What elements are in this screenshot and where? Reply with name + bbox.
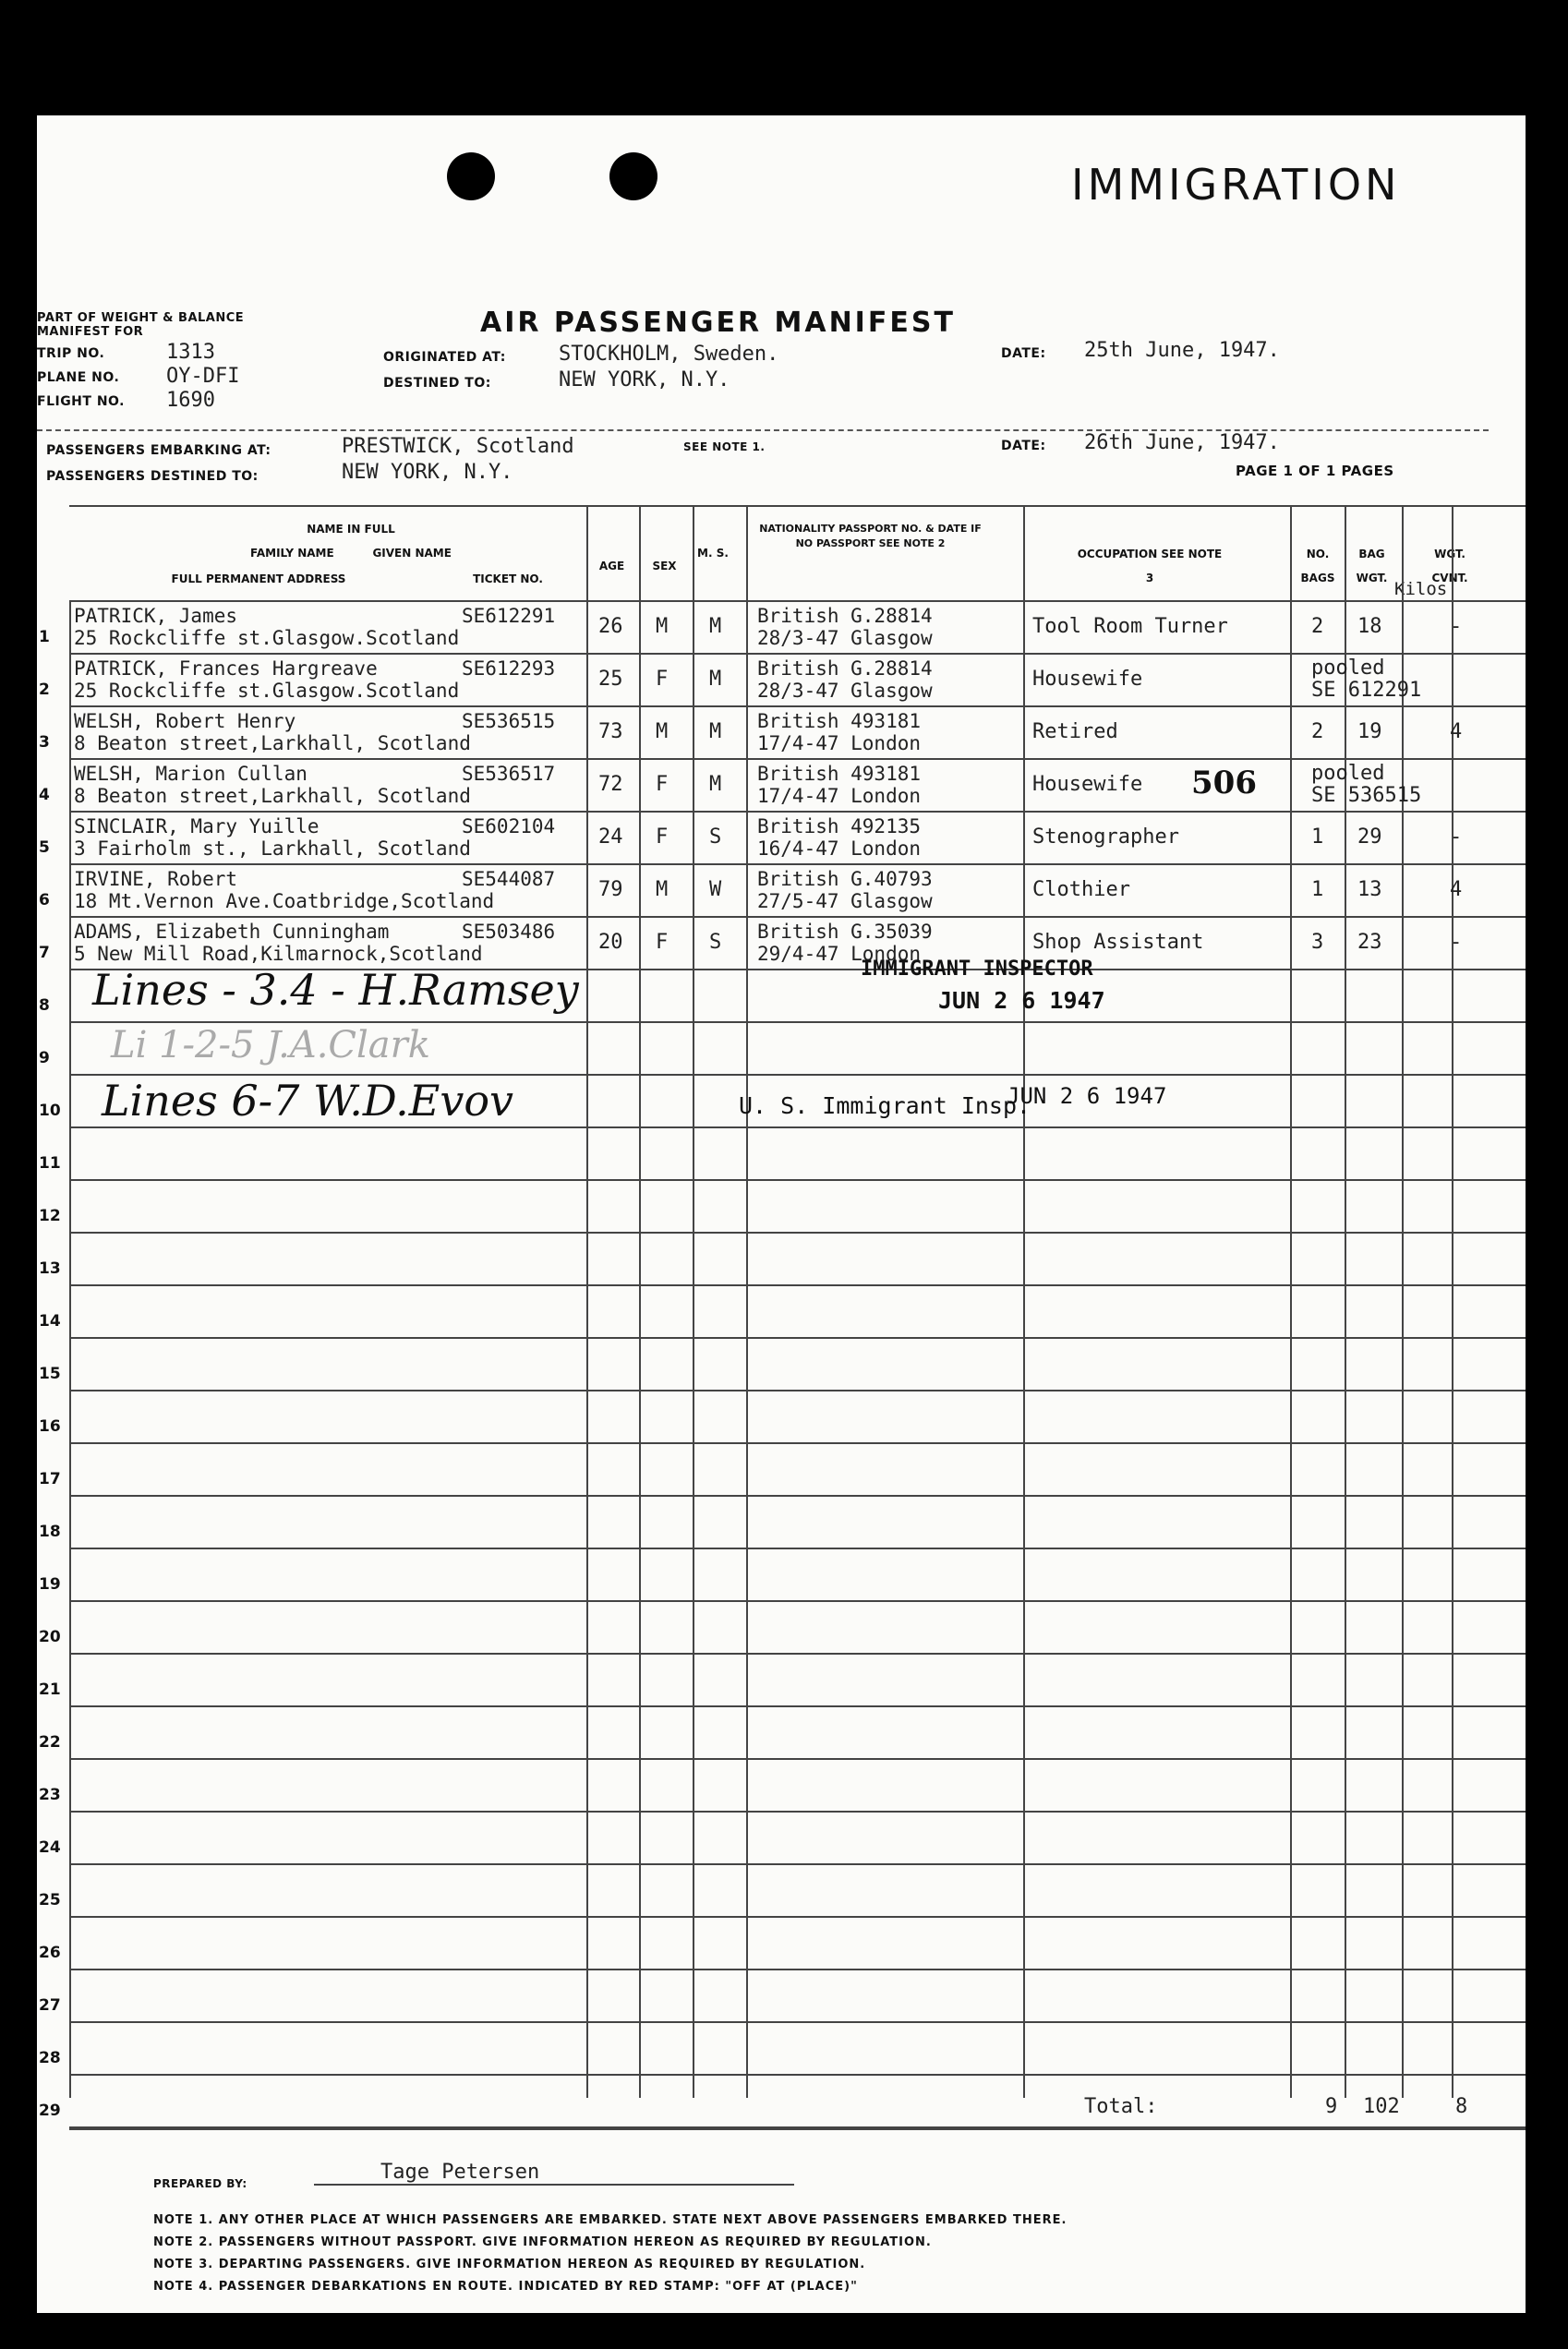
flight-number: 1690 <box>166 389 215 412</box>
ticket-number: SE612293 <box>462 657 556 680</box>
table-bottom-line <box>69 2128 1526 2130</box>
passenger-name: SINCLAIR, Mary Yuille <box>74 815 320 837</box>
nationality-line1: British 493181 <box>757 710 922 732</box>
col-divider <box>639 505 641 2098</box>
ticket-number: SE602104 <box>462 815 556 837</box>
col-wgt: WGT. CVNT. <box>1431 548 1468 584</box>
prepared-by-value: Tage Petersen <box>380 2161 540 2184</box>
age-value: 79 <box>598 878 623 901</box>
bags-value: 2 <box>1311 720 1324 743</box>
bags-value: 2 <box>1311 615 1324 638</box>
punch-hole-left <box>447 152 495 200</box>
row-divider <box>69 1811 1526 1813</box>
row-number: 9 <box>39 1049 50 1067</box>
handwritten-506: 506 <box>1191 765 1257 801</box>
left-border <box>69 600 71 2098</box>
row-divider <box>69 1179 1526 1181</box>
row-number: 11 <box>39 1154 61 1173</box>
row-divider <box>69 1863 1526 1865</box>
date2-value: 26th June, 1947. <box>1084 431 1280 454</box>
nationality-line2: 28/3-47 Glasgow <box>757 627 933 649</box>
annotation-lines-1-2-5: Li 1-2-5 J.A.Clark <box>111 1024 431 1066</box>
marital-status: W <box>709 878 722 901</box>
sex-value: M <box>656 878 669 901</box>
row-divider <box>69 1442 1526 1444</box>
prepared-by-label: PREPARED BY: <box>153 2177 247 2190</box>
nationality-line2: 17/4-47 London <box>757 732 922 754</box>
row-number: 22 <box>39 1733 61 1752</box>
passenger-name: IRVINE, Robert <box>74 868 238 890</box>
row-number: 26 <box>39 1944 61 1962</box>
total-weight: 8 <box>1455 2095 1468 2118</box>
row-divider <box>69 1916 1526 1918</box>
nationality-line1: British 493181 <box>757 763 922 785</box>
col-divider <box>693 505 694 2098</box>
see-note-label: SEE NOTE 1. <box>683 440 766 453</box>
row-divider <box>69 705 1526 707</box>
plane-label: PLANE NO. <box>37 370 120 385</box>
row-divider <box>69 2021 1526 2023</box>
embarking-label: PASSENGERS EMBARKING AT: <box>46 443 271 458</box>
bag-weight-value: 23 <box>1357 931 1382 954</box>
table-header-line <box>69 600 1526 602</box>
row-number: 19 <box>39 1575 61 1594</box>
col-sex: SEX <box>652 560 677 572</box>
marital-status: M <box>709 668 722 691</box>
nationality-line2: 16/4-47 London <box>757 837 922 860</box>
row-divider <box>69 1600 1526 1602</box>
ticket-number: SE612291 <box>462 605 556 627</box>
immigration-stamp: IMMIGRATION <box>1071 160 1401 210</box>
occupation-value: Shop Assistant <box>1032 931 1204 954</box>
kilos-label: Kilos <box>1394 579 1448 599</box>
date-value: 25th June, 1947. <box>1084 339 1280 362</box>
row-number: 2 <box>39 681 50 699</box>
col-divider <box>1402 505 1404 2098</box>
bag-weight-value: SE 536515 <box>1311 784 1422 807</box>
row-number: 12 <box>39 1207 61 1225</box>
nationality-line1: British G.35039 <box>757 921 933 943</box>
ticket-number: SE536517 <box>462 763 556 785</box>
row-number: 16 <box>39 1417 61 1436</box>
occupation-value: Stenographer <box>1032 825 1179 849</box>
footer-note-3: NOTE 3. DEPARTING PASSENGERS. GIVE INFORMATION HEREON AS REQUIRED BY REGULATION. <box>153 2258 866 2271</box>
row-divider <box>69 1495 1526 1497</box>
row-number: 20 <box>39 1628 61 1646</box>
col-family: FAMILY NAME <box>250 547 334 560</box>
row-divider <box>69 1337 1526 1339</box>
row-number: 21 <box>39 1680 61 1699</box>
bags-value: 1 <box>1311 825 1324 849</box>
trip-label: TRIP NO. <box>37 346 105 361</box>
col-bag-wgt: BAG WGT. <box>1356 548 1388 584</box>
col-divider <box>586 505 588 2098</box>
occupation-value: Housewife <box>1032 773 1143 796</box>
manifest-page <box>37 115 1526 2313</box>
annotation-lines-6-7: Lines 6-7 W.D.Evov <box>102 1076 514 1126</box>
row-number: 6 <box>39 891 50 909</box>
col-divider <box>1290 505 1292 2098</box>
row-number: 3 <box>39 733 50 752</box>
footer-note-1: NOTE 1. ANY OTHER PLACE AT WHICH PASSENGERS ARE EMBARKED. STATE NEXT ABOVE PASSENGERS EMBARKED THERE. <box>153 2213 1067 2227</box>
punch-hole-right <box>609 152 657 200</box>
us-inspector-stamp: U. S. Immigrant Insp. <box>739 1092 1031 1119</box>
nationality-line1: British G.40793 <box>757 868 933 890</box>
row-number: 7 <box>39 944 50 962</box>
marital-status: M <box>709 720 722 743</box>
bags-value: pooled <box>1311 657 1385 680</box>
col-family-given <box>92 546 609 560</box>
marital-status: M <box>709 615 722 638</box>
age-value: 72 <box>598 773 623 796</box>
ticket-number: SE503486 <box>462 921 556 943</box>
passenger-name: ADAMS, Elizabeth Cunningham <box>74 921 390 943</box>
date2-label: DATE: <box>1001 439 1046 453</box>
col-given: GIVEN NAME <box>372 547 452 560</box>
row-number: 18 <box>39 1523 61 1541</box>
nationality-line2: 28/3-47 Glasgow <box>757 680 933 702</box>
plane-number: OY-DFI <box>166 365 240 388</box>
row-divider <box>69 1548 1526 1549</box>
row-divider <box>69 1969 1526 1970</box>
row-number: 5 <box>39 838 50 857</box>
occupation-value: Retired <box>1032 720 1118 743</box>
row-divider <box>69 1284 1526 1286</box>
col-age: AGE <box>598 560 625 572</box>
total-bag-weight: 102 <box>1363 2095 1400 2118</box>
col-nationality: NATIONALITY PASSPORT NO. & DATE IF NO PASSPORT SEE NOTE 2 <box>759 523 982 549</box>
row-divider <box>69 1705 1526 1707</box>
table-top-line <box>69 505 1526 507</box>
ticket-number: SE536515 <box>462 710 556 732</box>
destined2-label: PASSENGERS DESTINED TO: <box>46 469 259 484</box>
row-divider <box>69 1021 1526 1023</box>
part-of-weight-label: PART OF WEIGHT & BALANCE MANIFEST FOR <box>37 311 245 339</box>
row-divider <box>69 1390 1526 1391</box>
col-ms: M. S. <box>697 547 729 560</box>
page-count: PAGE 1 OF 1 PAGES <box>1236 463 1394 479</box>
bag-weight-value: 29 <box>1357 825 1382 849</box>
sex-value: F <box>656 668 669 691</box>
col-ticket: TICKET NO. <box>473 572 543 585</box>
row-number: 8 <box>39 996 50 1015</box>
flight-label: FLIGHT NO. <box>37 394 125 409</box>
row-divider <box>69 863 1526 865</box>
manifest-title: AIR PASSENGER MANIFEST <box>480 307 956 339</box>
passenger-address: 8 Beaton street,Larkhall, Scotland <box>74 732 471 754</box>
row-divider <box>69 1653 1526 1655</box>
destined-label: DESTINED TO: <box>383 376 491 391</box>
row-number: 4 <box>39 786 50 804</box>
row-divider <box>69 2074 1526 2076</box>
col-bags: NO. BAGS <box>1300 548 1335 584</box>
weight-value: - <box>1450 931 1463 954</box>
row-number: 28 <box>39 2049 61 2067</box>
nationality-line2: 27/5-47 Glasgow <box>757 890 933 912</box>
col-address: FULL PERMANENT ADDRESS <box>171 572 346 585</box>
immigrant-inspector-stamp: IMMIGRANT INSPECTOR <box>861 958 1093 981</box>
trip-number: 1313 <box>166 341 215 364</box>
signature-line <box>314 2184 794 2186</box>
total-label: Total: <box>1084 2095 1158 2118</box>
row-number: 17 <box>39 1470 61 1488</box>
originated-value: STOCKHOLM, Sweden. <box>559 343 779 366</box>
marital-status: S <box>709 825 722 849</box>
total-bags: 9 <box>1325 2095 1338 2118</box>
sex-value: F <box>656 825 669 849</box>
marital-status: M <box>709 773 722 796</box>
passenger-address: 5 New Mill Road,Kilmarnock,Scotland <box>74 943 483 965</box>
passenger-name: PATRICK, Frances Hargreave <box>74 657 378 680</box>
sex-value: F <box>656 773 669 796</box>
row-number: 10 <box>39 1102 61 1120</box>
age-value: 20 <box>598 931 623 954</box>
passenger-address: 3 Fairholm st., Larkhall, Scotland <box>74 837 471 860</box>
nationality-line1: British G.28814 <box>757 657 933 680</box>
bag-weight-value: 19 <box>1357 720 1382 743</box>
weight-value: - <box>1450 615 1463 638</box>
embarking-value: PRESTWICK, Scotland <box>342 435 574 458</box>
row-divider <box>69 1126 1526 1128</box>
age-value: 26 <box>598 615 623 638</box>
row-divider <box>69 916 1526 918</box>
age-value: 25 <box>598 668 623 691</box>
row-divider <box>69 758 1526 760</box>
row-number: 27 <box>39 1996 61 2015</box>
passenger-address: 8 Beaton street,Larkhall, Scotland <box>74 785 471 807</box>
inspector-stamp-date: JUN 2 6 1947 <box>938 987 1105 1014</box>
nationality-line1: British G.28814 <box>757 605 933 627</box>
bag-weight-value: SE 612291 <box>1311 679 1422 702</box>
sex-value: M <box>656 720 669 743</box>
bags-value: pooled <box>1311 762 1385 785</box>
row-number: 23 <box>39 1786 61 1804</box>
footer-note-4: NOTE 4. PASSENGER DEBARKATIONS EN ROUTE. INDICATED BY RED STAMP: "OFF AT (PLACE)" <box>153 2280 858 2294</box>
date-label: DATE: <box>1001 346 1046 361</box>
row-number: 13 <box>39 1259 61 1278</box>
passenger-name: WELSH, Marion Cullan <box>74 763 308 785</box>
occupation-value: Clothier <box>1032 878 1130 901</box>
ticket-number: SE544087 <box>462 868 556 890</box>
sex-value: F <box>656 931 669 954</box>
row-divider <box>69 1232 1526 1234</box>
originated-label: ORIGINATED AT: <box>383 350 506 365</box>
us-inspector-date: JUN 2 6 1947 <box>1007 1083 1167 1109</box>
row-number: 14 <box>39 1312 61 1331</box>
bag-weight-value: 13 <box>1357 878 1382 901</box>
row-divider <box>69 811 1526 813</box>
nationality-line2: 17/4-47 London <box>757 785 922 807</box>
col-name-full: NAME IN FULL <box>307 523 395 536</box>
weight-value: 4 <box>1450 720 1463 743</box>
annotation-lines-3-4: Lines - 3.4 - H.Ramsey <box>92 965 579 1015</box>
age-value: 24 <box>598 825 623 849</box>
weight-value: - <box>1450 825 1463 849</box>
passenger-address: 25 Rockcliffe st.Glasgow.Scotland <box>74 627 460 649</box>
age-value: 73 <box>598 720 623 743</box>
passenger-address: 25 Rockcliffe st.Glasgow.Scotland <box>74 680 460 702</box>
destined-value: NEW YORK, N.Y. <box>559 368 730 392</box>
col-divider <box>1345 505 1346 2098</box>
col-occupation: OCCUPATION SEE NOTE 3 <box>1077 548 1223 584</box>
passenger-name: WELSH, Robert Henry <box>74 710 296 732</box>
footer-note-2: NOTE 2. PASSENGERS WITHOUT PASSPORT. GIVE INFORMATION HEREON AS REQUIRED BY REGULATION. <box>153 2235 932 2249</box>
occupation-value: Housewife <box>1032 668 1143 691</box>
passenger-name: PATRICK, James <box>74 605 238 627</box>
col-divider <box>746 505 748 2098</box>
row-number: 15 <box>39 1365 61 1383</box>
nationality-line1: British 492135 <box>757 815 922 837</box>
row-divider <box>69 653 1526 655</box>
sex-value: M <box>656 615 669 638</box>
marital-status: S <box>709 931 722 954</box>
destined2-value: NEW YORK, N.Y. <box>342 461 513 484</box>
row-number: 1 <box>39 628 50 646</box>
bag-weight-value: 18 <box>1357 615 1382 638</box>
row-divider <box>69 1758 1526 1760</box>
nationality-line2: 29/4-47 London <box>757 943 922 965</box>
weight-value: 4 <box>1450 878 1463 901</box>
row-number: 24 <box>39 1838 61 1857</box>
bags-value: 1 <box>1311 878 1324 901</box>
row-number: 25 <box>39 1891 61 1909</box>
bags-value: 3 <box>1311 931 1324 954</box>
col-divider <box>1023 505 1025 2098</box>
row-number: 29 <box>39 2102 61 2120</box>
passenger-address: 18 Mt.Vernon Ave.Coatbridge,Scotland <box>74 890 495 912</box>
occupation-value: Tool Room Turner <box>1032 615 1228 638</box>
